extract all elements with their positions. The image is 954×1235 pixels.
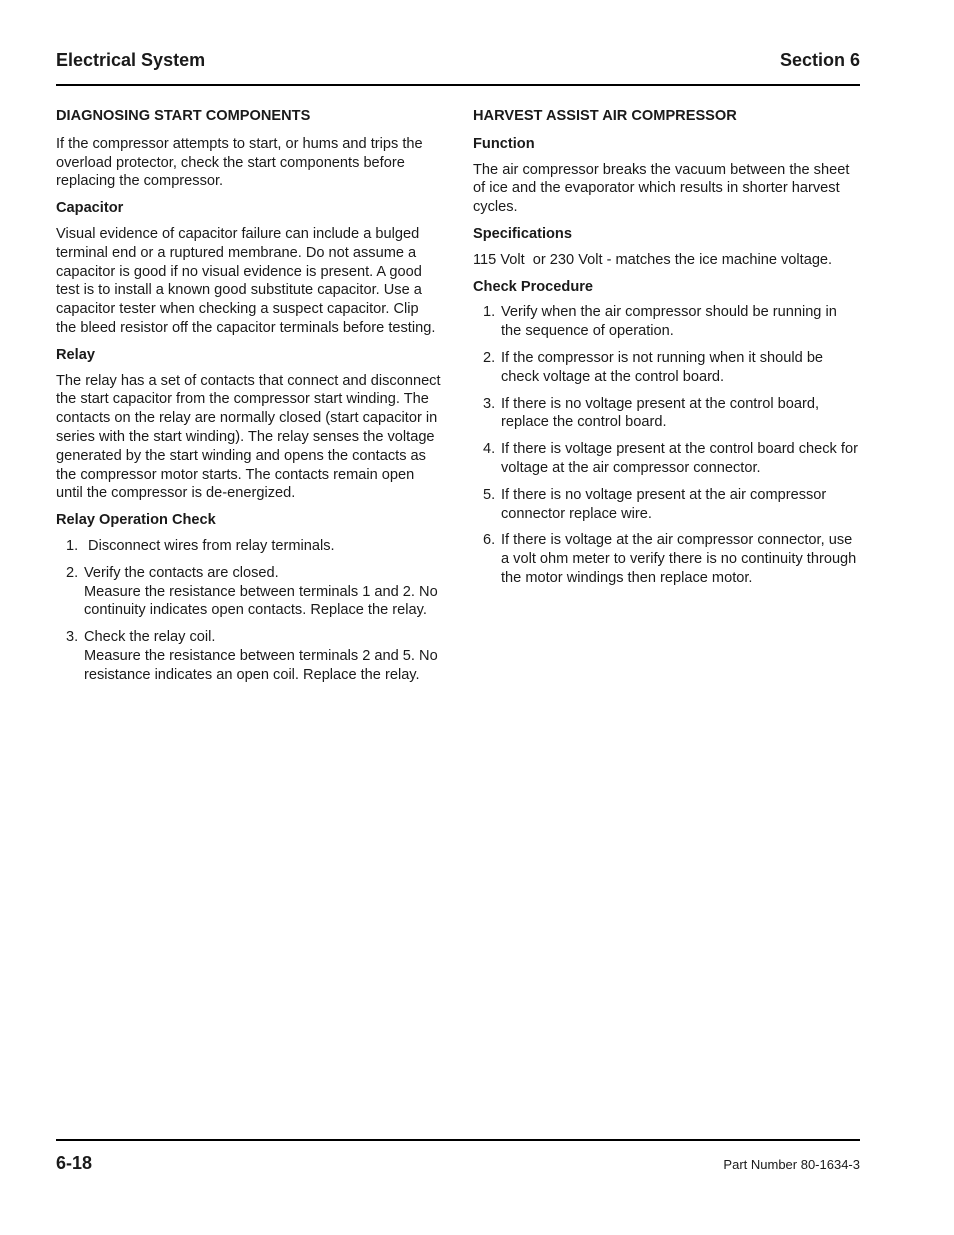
diagnosing-intro: If the compressor attempts to start, or hums and trips the overload protector, check the start components before replacing the compressor. <box>56 135 423 190</box>
part-number: Part Number 80-1634-3 <box>723 1157 860 1172</box>
step-text: If there is no voltage present at the air compressor connector replace wire. <box>501 486 827 522</box>
step-text: If there is no voltage present at the control board, replace the control board. <box>501 395 820 431</box>
list-item <box>56 564 442 620</box>
capacitor-text: Visual evidence of capacitor failure can include a bulged terminal end or a ruptured membrane. Do not assume a capacitor is good if no visual evidence is present. A good test is to install a known good substitute capacitor. Use a capacitor tester when checking a suspect capacitor. Clip the bleed resistor off the capacitor terminals before testing. <box>56 225 436 336</box>
step-number: 3. <box>483 395 496 412</box>
list-item <box>473 349 861 387</box>
step-number: 3. <box>66 629 79 646</box>
step-number: 1. <box>66 537 79 554</box>
step-text: Disconnect wires from relay terminals. <box>84 537 335 554</box>
step-number: 1. <box>483 304 496 321</box>
list-item <box>473 440 861 478</box>
section-label: Section 6 <box>779 50 860 70</box>
step-text: If there is voltage at the air compressor connector, use a volt ohm meter to verify there is no continuity through the motor windings then replace motor. <box>501 532 857 586</box>
footer-divider <box>56 1139 860 1141</box>
function-heading: Function <box>473 135 535 152</box>
step-number: 6. <box>483 532 496 549</box>
step-text: Check the relay coil. <box>84 629 216 646</box>
list-item <box>56 537 442 556</box>
relay-text: The relay has a set of contacts that connect and disconnect the start capacitor from the compressor start winding. The contacts on the relay are normally closed (start capacitor in series with the start winding). The relay senses the voltage generated by the start winding and opens the contacts as the compressor motor starts. The contacts remain open until the compressor is de-energized. <box>56 372 441 502</box>
step-number: 5. <box>483 486 496 503</box>
check-steps-list <box>473 303 861 587</box>
right-column <box>473 107 861 596</box>
list-item <box>56 628 442 684</box>
air-compressor-heading: HARVEST ASSIST AIR COMPRESSOR <box>473 108 737 124</box>
step-number: 2. <box>483 349 496 366</box>
step-detail: Measure the resistance between terminals 1 and 2. No continuity indicates open contacts. Replace the relay. <box>84 583 438 619</box>
step-text: Verify the contacts are closed. <box>84 564 279 581</box>
step-text: Verify when the air compressor should be running in the sequence of operation. <box>501 304 837 340</box>
left-column <box>56 107 442 693</box>
specifications-text: 115 Volt or 230 Volt - matches the ice machine voltage. <box>473 251 833 268</box>
page-number: 6-18 <box>56 1153 93 1173</box>
check-procedure-heading: Check Procedure <box>473 278 594 295</box>
relay-heading: Relay <box>56 346 95 363</box>
capacitor-heading: Capacitor <box>56 200 124 217</box>
chapter-title: Electrical System <box>56 50 206 70</box>
relay-check-heading: Relay Operation Check <box>56 512 216 529</box>
function-text: The air compressor breaks the vacuum between the sheet of ice and the evaporator which results in shorter harvest cycles. <box>473 161 850 216</box>
list-item <box>473 303 861 341</box>
specifications-heading: Specifications <box>473 225 572 242</box>
page-header <box>56 50 860 86</box>
step-number: 4. <box>483 441 496 458</box>
step-number: 2. <box>66 564 79 581</box>
list-item <box>473 531 861 587</box>
step-text: If there is voltage present at the control board check for voltage at the air compressor connector. <box>501 441 858 476</box>
list-item <box>473 486 861 524</box>
relay-steps-list <box>56 537 442 685</box>
step-text: If the compressor is not running when it should be check voltage at the control board. <box>501 349 824 385</box>
diagnosing-heading: DIAGNOSING START COMPONENTS <box>56 108 311 124</box>
step-detail: Measure the resistance between terminals 2 and 5. No resistance indicates an open coil. Replace the relay. <box>84 647 438 683</box>
list-item <box>473 395 861 433</box>
